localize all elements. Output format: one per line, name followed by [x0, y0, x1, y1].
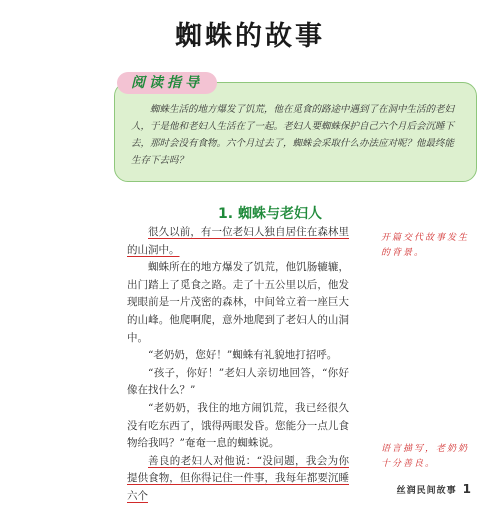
paragraph-3: “老奶奶，您好！”蜘蛛有礼貌地打招呼。: [148, 349, 338, 362]
footer-book-title: 丝润民间故事: [396, 486, 457, 496]
paragraph-2: 蜘蛛所在的地方爆发了饥荒，他饥肠辘辘，出门踏上了觅食之路。走了十五公里以后，他发现眼前是一片茂密的森林，中间耸立着一座巨大的山峰。他爬啊爬，意外地爬到了老妇人的山洞中。: [127, 261, 349, 344]
paragraph-4: “孩子，你好！”老妇人亲切地回答，“你好像在找什么？”: [127, 366, 349, 397]
margin-note-background: 开篇交代故事发生的背景。: [381, 233, 470, 258]
paragraph-6: [127, 453, 349, 506]
reading-guide-text: 蜘蛛生活的地方爆发了饥荒，他在觅食的路途中遇到了在洞中生活的老妇人，于是他和老妇人生活在了一起。老妇人要蜘蛛保护自己六个月后会沉睡下去，那时会没有食物。六个月过去了，蜘蛛会采取什么办法应对呢？他最终能生存下去吗？: [131, 104, 455, 166]
reading-guide-box: [114, 82, 477, 182]
page-footer: [397, 482, 472, 496]
paragraph-6-text: 善良的老妇人对他说：“没问题，我会为你提供食物，但你得记住一件事，我每年都要沉睡六个: [127, 454, 349, 502]
paragraph-1-text: 很久以前，有一位老妇人独自居住在森林里的山洞中。: [127, 226, 349, 256]
page-title: 蜘蛛的故事: [175, 21, 325, 52]
page-number: 1: [462, 482, 472, 496]
reading-guide-tag: 阅读指导: [117, 72, 217, 94]
section-title: 1. 蜘蛛与老妇人: [218, 206, 322, 222]
paragraph-5: “老奶奶，我住的地方闹饥荒，我已经很久没有吃东西了，饿得两眼发昏。您能分一点儿食物给我吗？”奄奄一息的蜘蛛说。: [127, 401, 349, 450]
story-body: [127, 224, 349, 506]
paragraph-1: [127, 224, 349, 259]
margin-note-language: 语言描写，老奶奶十分善良。: [381, 444, 470, 469]
